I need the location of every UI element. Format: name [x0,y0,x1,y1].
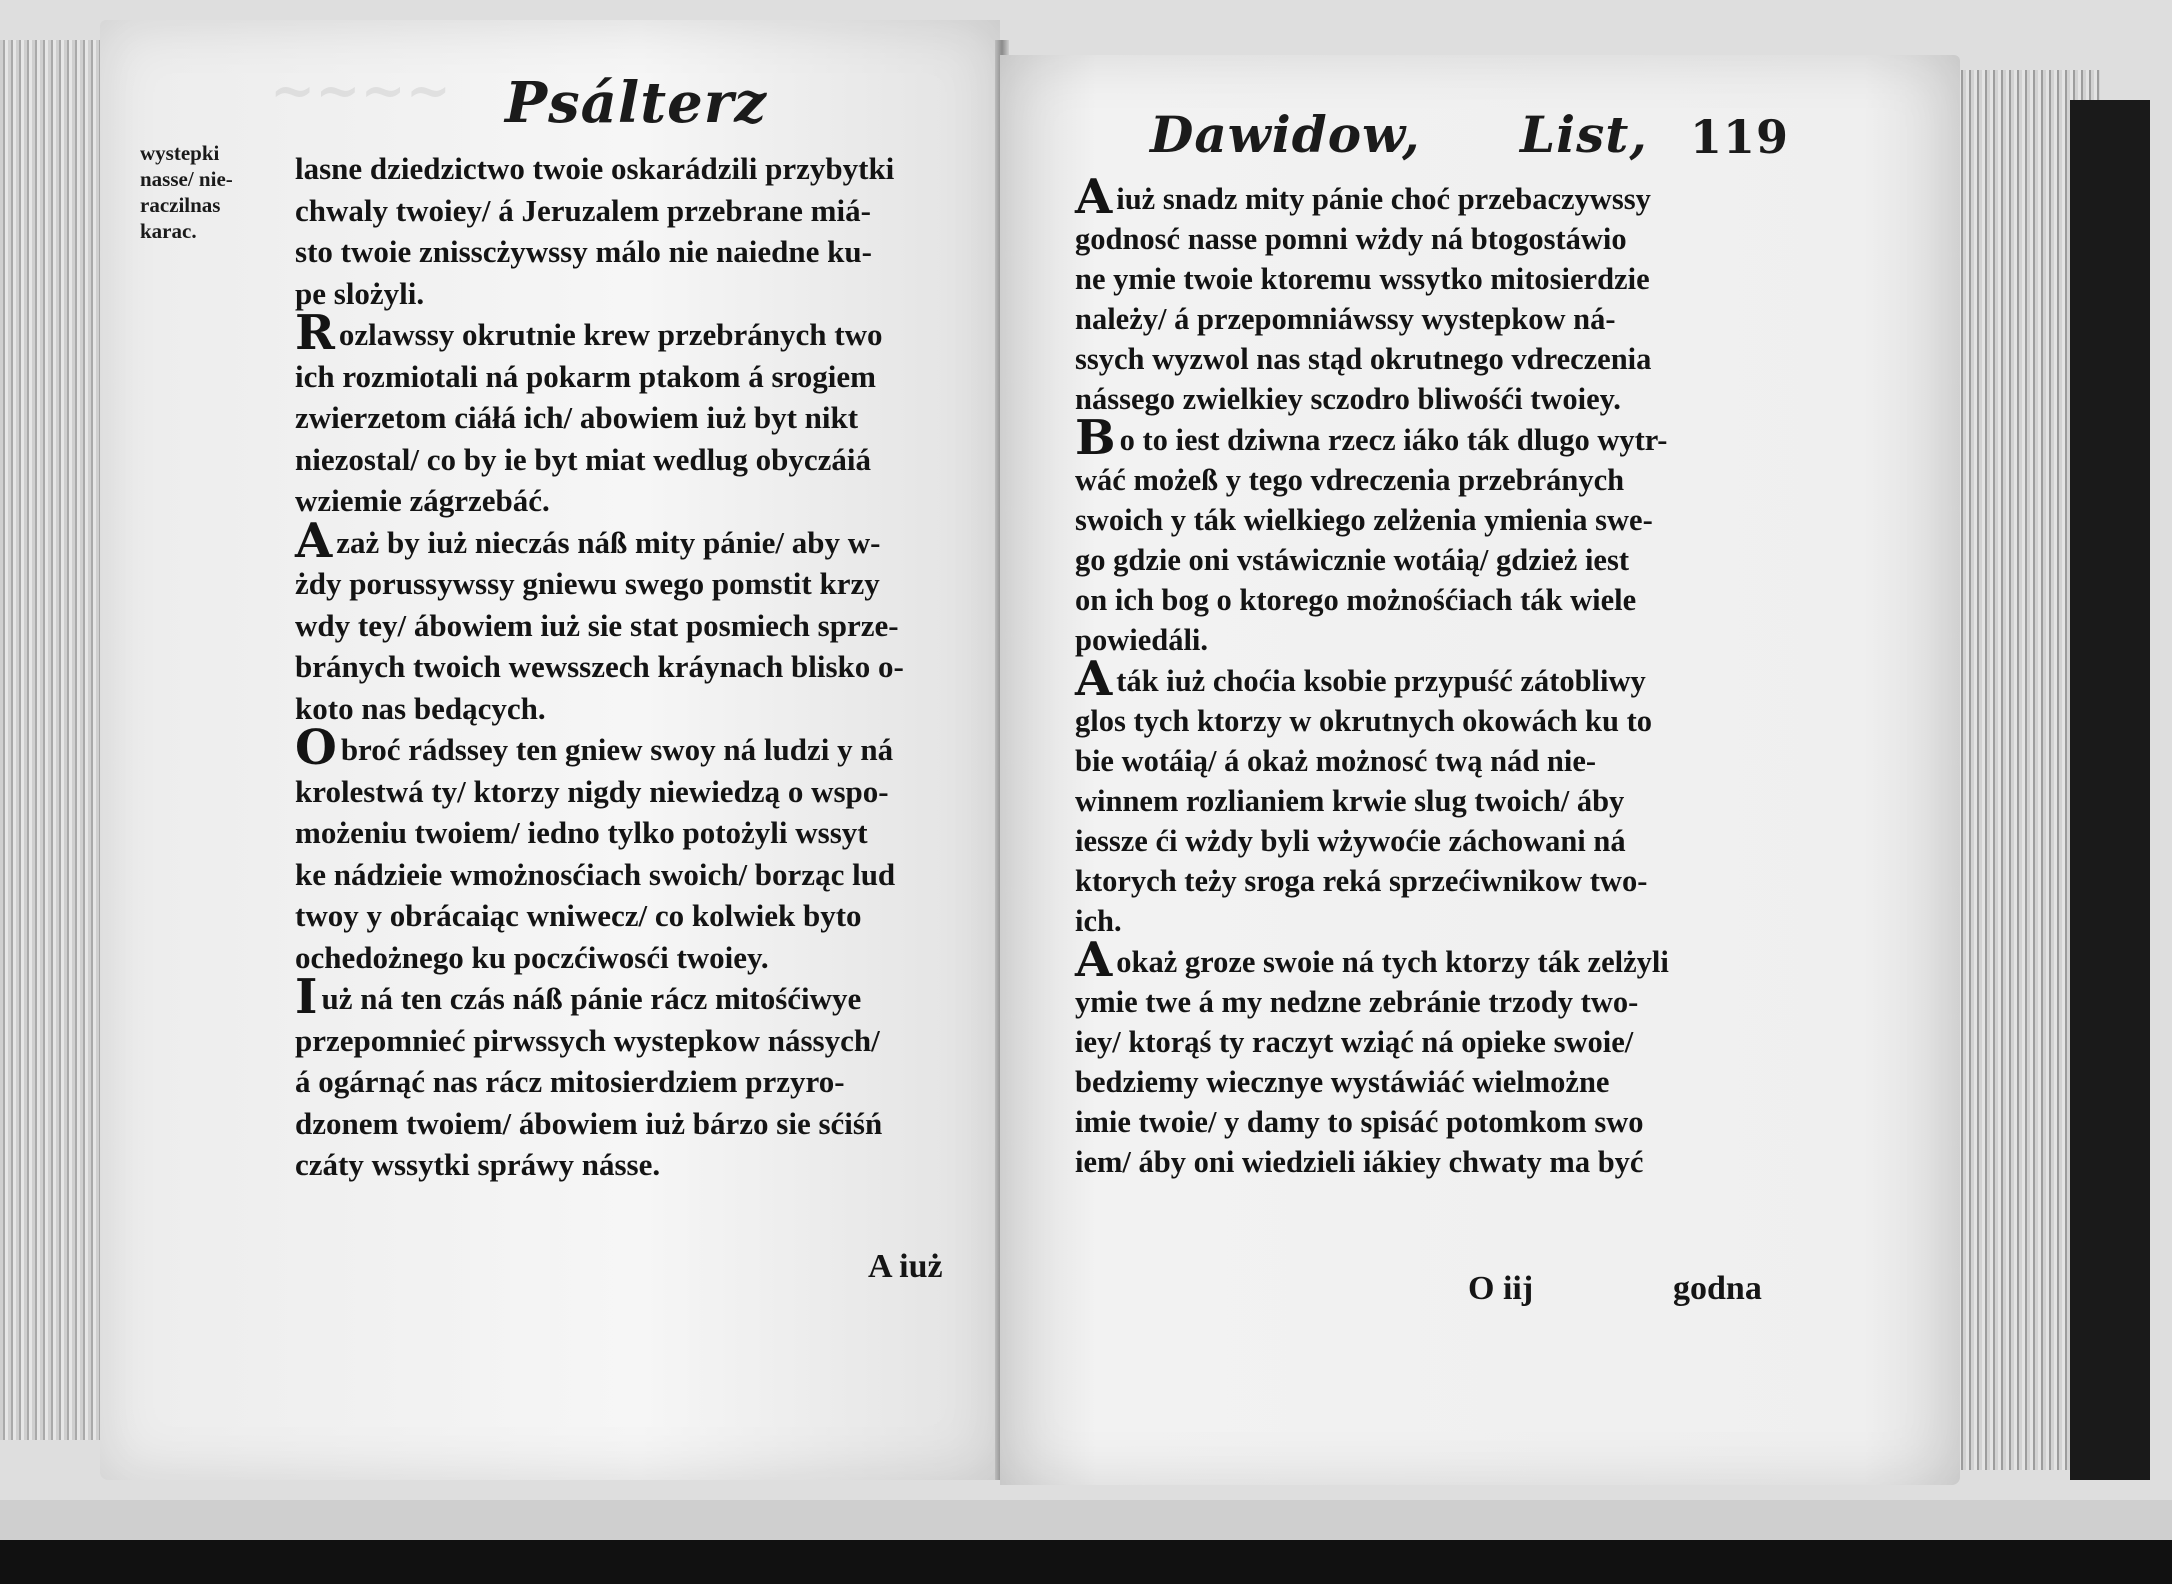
text-line-content: wziemie zágrzebáć. [295,483,550,518]
text-line-content: okaż groze swoie ná tych ktorzy ták zelżyli [1116,945,1669,979]
paragraph [1075,932,1775,1182]
text-line [295,771,985,813]
initial-letter: A [1075,932,1113,988]
text-line-content: á ogárnąć nas rácz mitosierdziem przyro- [295,1064,845,1099]
initial-letter: A [1075,651,1113,707]
right-running-head-2: List, [1520,105,1648,164]
text-line [1075,1102,1775,1142]
text-line [295,190,985,232]
text-line-content: powiedáli. [1075,623,1209,657]
text-line-content: wdy tey/ ábowiem iuż sie stat posmiech sprze- [295,607,899,643]
text-line [1075,1062,1775,1102]
text-line-content: koto nas bedących. [295,690,546,726]
initial-letter: A [295,512,333,569]
text-line-content: niezostal/ co by ie byt miat wedlug obyczáiá [295,441,872,477]
text-line [295,439,985,481]
right-catchword: godna [1673,1270,1762,1307]
right-running-head: Dawidow, [1150,105,1421,164]
text-line [295,397,985,439]
paragraph [295,969,985,1186]
right-body-text [1075,169,1775,1182]
text-line [1075,580,1775,620]
left-catchword: A iuż [868,1248,943,1285]
text-line [295,1103,985,1145]
text-line [1075,861,1775,901]
text-line-content: bránych twoich wewsszech kráynach blisko o- [295,649,904,684]
text-line-content: glos tych ktorzy w okrutnych okowách ku to [1075,704,1652,738]
text-line [1075,1142,1775,1182]
text-line-content: zaż by iuż nieczás náß mity pánie/ aby w- [336,524,881,560]
paragraph [295,720,985,978]
text-line [295,720,985,776]
text-line-content: należy/ á przepomniáwssy wystepkow ná- [1075,302,1616,336]
text-line-content: pe slożyli. [295,275,425,311]
left-running-head: Psálterz [505,70,767,136]
text-line [295,1020,985,1062]
text-line-content: o to iest dziwna rzecz iáko ták dlugo wytr- [1119,423,1668,457]
text-line [295,1061,985,1103]
text-line-content: ne ymie twoie ktoremu wssytko mitosierdzie [1075,262,1650,296]
initial-letter: A [1075,169,1113,225]
text-line [1075,932,1775,988]
text-line [1075,1022,1775,1062]
text-line-content: winnem rozlianiem krwie slug twoich/ áby [1075,784,1625,818]
left-body-text [295,148,985,1186]
paragraph [295,305,985,522]
text-line-content: uż ná ten czás náß pánie rácz mitośćiwye [321,981,862,1016]
marginal-note-line: karac. [140,219,197,243]
show-through-ink: ~~~~ [270,58,451,122]
text-line-content: imie twoie/ y damy to spisáć potomkom swo [1075,1105,1644,1139]
text-line [295,512,985,569]
text-line [1075,821,1775,861]
text-line [295,1144,985,1186]
marginal-note-line: raczilnas [140,193,221,217]
text-line-content: sto twoie znisscżywssy málo nie naiedne ku- [295,234,872,269]
text-line [295,148,985,190]
text-line [295,305,985,361]
text-line [1075,410,1775,466]
text-line [1075,741,1775,781]
text-line-content: ich. [1075,904,1122,938]
text-line [1075,299,1775,339]
text-line-content: go gdzie oni vstáwicznie wotáią/ gdzież iest [1075,543,1629,577]
text-line-content: czáty wssytki spráwy násse. [295,1147,661,1182]
folio-number: 119 [1690,110,1790,164]
text-line [1075,781,1775,821]
paragraph [295,148,985,314]
text-line [1075,701,1775,741]
text-line [295,231,985,273]
text-line-content: ktorych teży sroga reká sprzećiwnikow two- [1075,864,1648,898]
text-line [1075,169,1775,225]
text-line [295,646,985,688]
text-line [1075,982,1775,1022]
text-line [1075,259,1775,299]
text-line-content: iessze ći wżdy byli wżywoćie záchowani ná [1075,824,1626,858]
text-line-content: zwierzetom ciáłá ich/ abowiem iuż byt nikt [295,400,859,435]
text-line [1075,500,1775,540]
paragraph [1075,410,1775,660]
text-line-content: godnosć nasse pomni wżdy ná btogostáwio [1075,222,1627,256]
text-line [1075,540,1775,580]
text-line-content: broć rádssey ten gniew swoy ná ludzi y ná [340,732,894,767]
book-back-cover [2070,100,2150,1480]
text-line-content: on ich bog o ktorego możnośćiach ták wiele [1075,583,1637,617]
text-line-content: ozlawssy okrutnie krew przebránych two [338,317,883,352]
text-line-content: lasne dziedzictwo twoie oskarádzili przybytki [295,151,895,186]
text-line-content: bie wotáią/ á okaż możnosć twą nád nie- [1075,744,1597,778]
text-line [295,812,985,854]
marginal-note [140,140,290,244]
text-line [1075,460,1775,500]
text-line [1075,219,1775,259]
text-line [295,480,985,522]
text-line-content: twoy y obrácaiąc wniwecz/ co kolwiek byto [295,898,862,933]
text-line [295,356,985,398]
text-line-content: żdy porussywssy gniewu swego pomstit krzy [295,566,880,601]
text-line-content: ke nádzieie wmożnosćiach swoich/ borząc lud [295,856,896,892]
text-line [295,854,985,896]
table-edge [0,1540,2172,1584]
text-line-content: ssych wyzwol nas stąd okrutnego vdreczenia [1075,342,1652,376]
text-line-content: ymie twe á my nedzne zebránie trzody two- [1075,985,1639,1019]
text-line-content: dzonem twoiem/ ábowiem iuż bárzo sie sćiśń [295,1105,883,1141]
text-line-content: iuż snadz mity pánie choć przebaczywssy [1116,182,1651,216]
text-line-content: ták iuż choćia ksobie przypuść zátobliwy [1116,664,1646,698]
text-line-content: swoich y ták wielkiego zelżenia ymienia swe- [1075,503,1653,537]
initial-letter: R [295,305,335,361]
text-line-content: bedziemy wiecznye wystáwiáć wielmożne [1075,1065,1610,1099]
text-line-content: chwaly twoiey/ á Jeruzalem przebrane miá- [295,192,871,228]
text-line-content: ochedożnego ku poczćiwosći twoiey. [295,939,769,975]
book-left-page-edges [0,40,112,1440]
text-line-content: nássego zwielkiey sczodro bliwośći twoiey. [1075,382,1621,416]
text-line-content: iem/ áby oni wiedzieli iákiey chwaty ma być [1075,1145,1644,1179]
signature-mark: O iij [1468,1270,1534,1307]
text-line-content: iey/ ktorąś ty raczyt wziąć ná opieke swoie/ [1075,1025,1634,1059]
marginal-note-line: nasse/ nie- [140,167,233,191]
text-line-content: przepomnieć pirwssych wystepkow nássych/ [295,1022,880,1058]
text-line [295,273,985,315]
initial-letter: O [295,720,337,776]
marginal-note-line: wystepki [140,141,220,165]
paragraph [1075,651,1775,941]
paragraph [1075,169,1775,419]
text-line [1075,901,1775,941]
text-line-content: wáć możeß y tego vdreczenia przebránych [1075,463,1625,497]
text-line [1075,379,1775,419]
initial-letter: B [1075,410,1116,466]
text-line-content: możeniu twoiem/ iedno tylko potożyli wssyt [295,815,868,850]
text-line-content: ich rozmiotali ná pokarm ptakom á srogiem [295,358,876,394]
text-line [295,688,985,730]
text-line [295,937,985,979]
text-line [1075,651,1775,707]
text-line-content: krolestwá ty/ ktorzy nigdy niewiedzą o wspo- [295,773,889,809]
text-line [295,605,985,647]
paragraph [295,512,985,730]
text-line [295,969,985,1025]
text-line [295,563,985,605]
initial-letter: I [295,969,318,1025]
text-line [1075,339,1775,379]
text-line [1075,620,1775,660]
text-line [295,895,985,937]
